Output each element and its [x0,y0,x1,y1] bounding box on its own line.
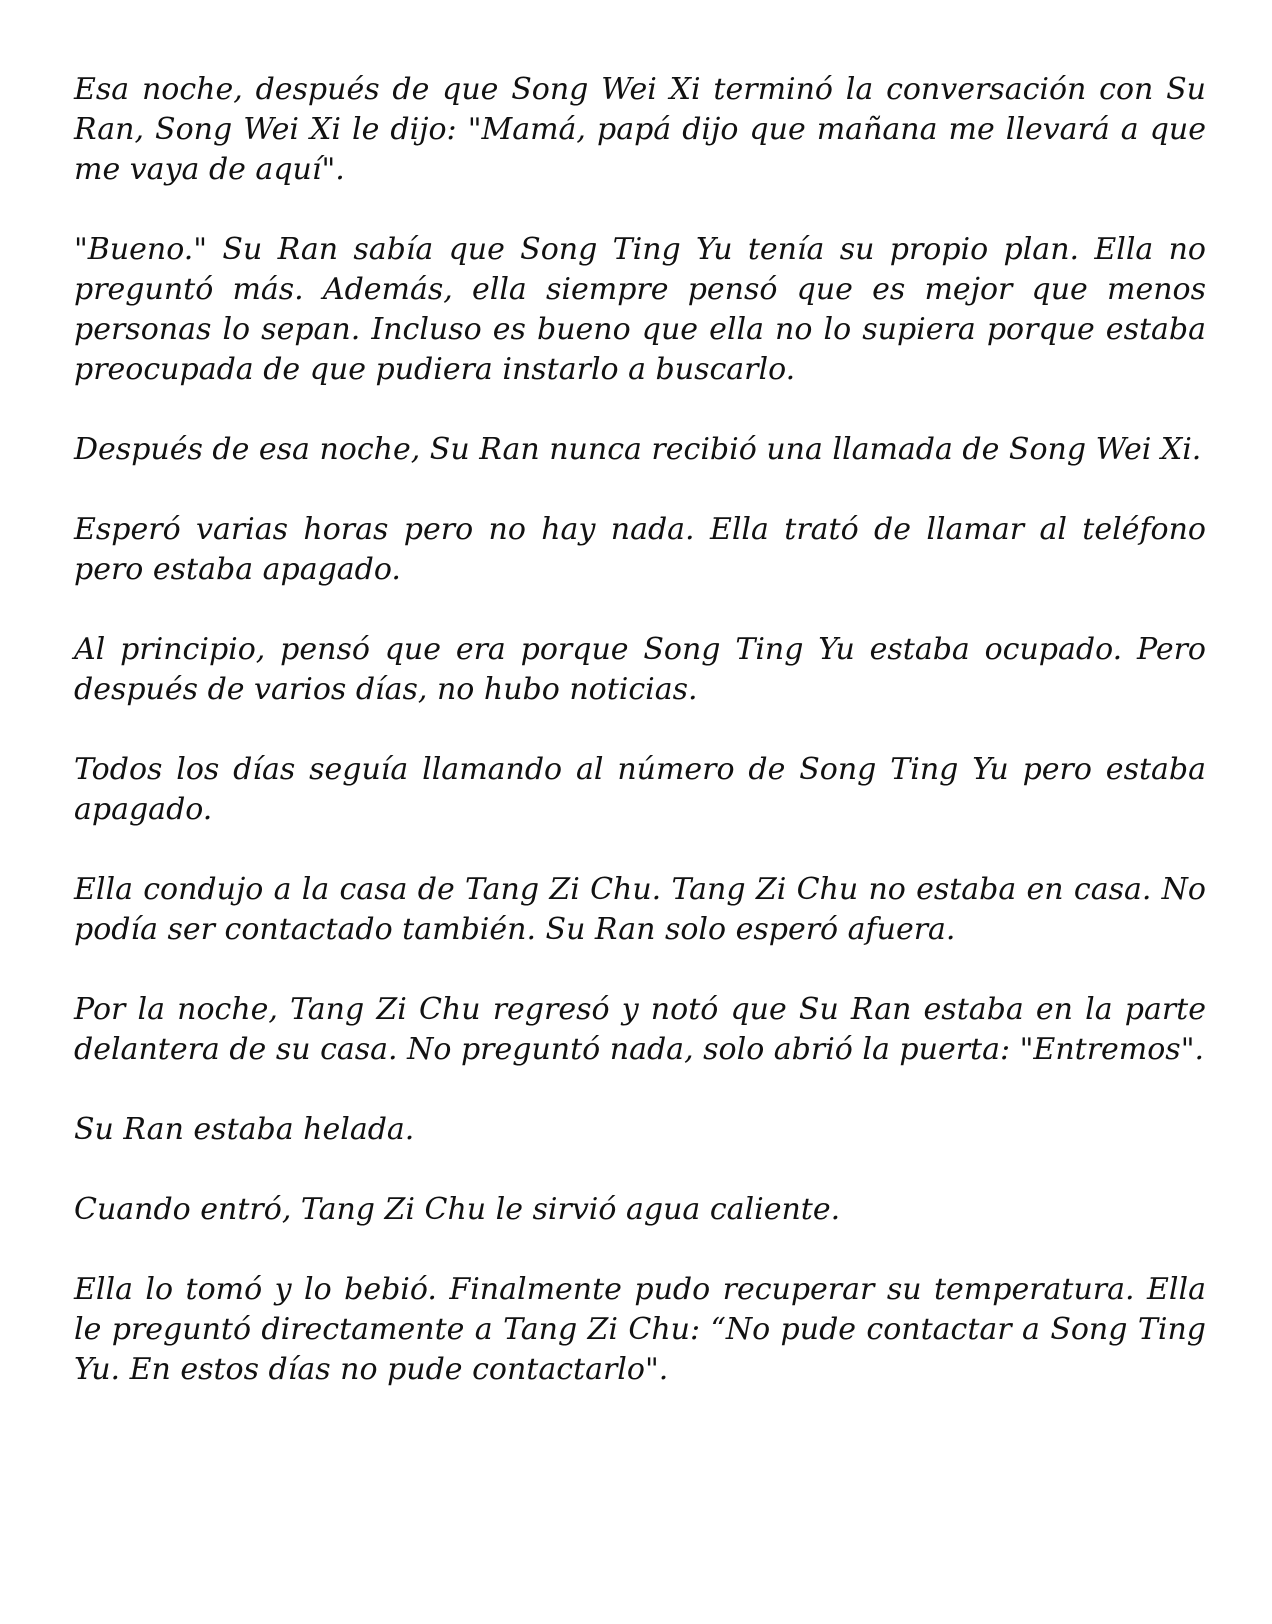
paragraph-5: Al principio, pensó que era porque Song Ting Yu estaba ocupado. Pero después de varios días, no hubo noticias. [74,632,1206,707]
paragraph-2: "Bueno." Su Ran sabía que Song Ting Yu tenía su propio plan. Ella no preguntó más. Además, ella siempre pensó que es mejor que menos personas lo sepan. Incluso es bueno que ella no lo supiera porque estaba preocupada de que pudiera instarlo a buscarlo. [74,232,1206,387]
paragraph-3: Después de esa noche, Su Ran nunca recibió una llamada de Song Wei Xi. [74,432,1202,467]
paragraph-4: Esperó varias horas pero no hay nada. Ella trató de llamar al teléfono pero estaba apagado. [74,512,1206,587]
paragraph-10: Cuando entró, Tang Zi Chu le sirvió agua caliente. [74,1192,841,1227]
paragraph-8: Por la noche, Tang Zi Chu regresó y notó que Su Ran estaba en la parte delantera de su casa. No preguntó nada, solo abrió la puerta: "Entremos". [74,992,1206,1067]
paragraph-6: Todos los días seguía llamando al número de Song Ting Yu pero estaba apagado. [74,752,1206,827]
paragraph-9: Su Ran estaba helada. [74,1112,415,1147]
document-page [74,70,1206,1390]
paragraph-11: Ella lo tomó y lo bebió. Finalmente pudo recuperar su temperatura. Ella le preguntó directamente a Tang Zi Chu: “No pude contactar a Song Ting Yu. En estos días no pude contactarlo". [74,1272,1206,1387]
paragraph-1: Esa noche, después de que Song Wei Xi terminó la conversación con Su Ran, Song Wei Xi le dijo: "Mamá, papá dijo que mañana me llevará a que me vaya de aquí". [74,72,1206,187]
paragraph-7: Ella condujo a la casa de Tang Zi Chu. Tang Zi Chu no estaba en casa. No podía ser contactado también. Su Ran solo esperó afuera. [74,872,1206,947]
